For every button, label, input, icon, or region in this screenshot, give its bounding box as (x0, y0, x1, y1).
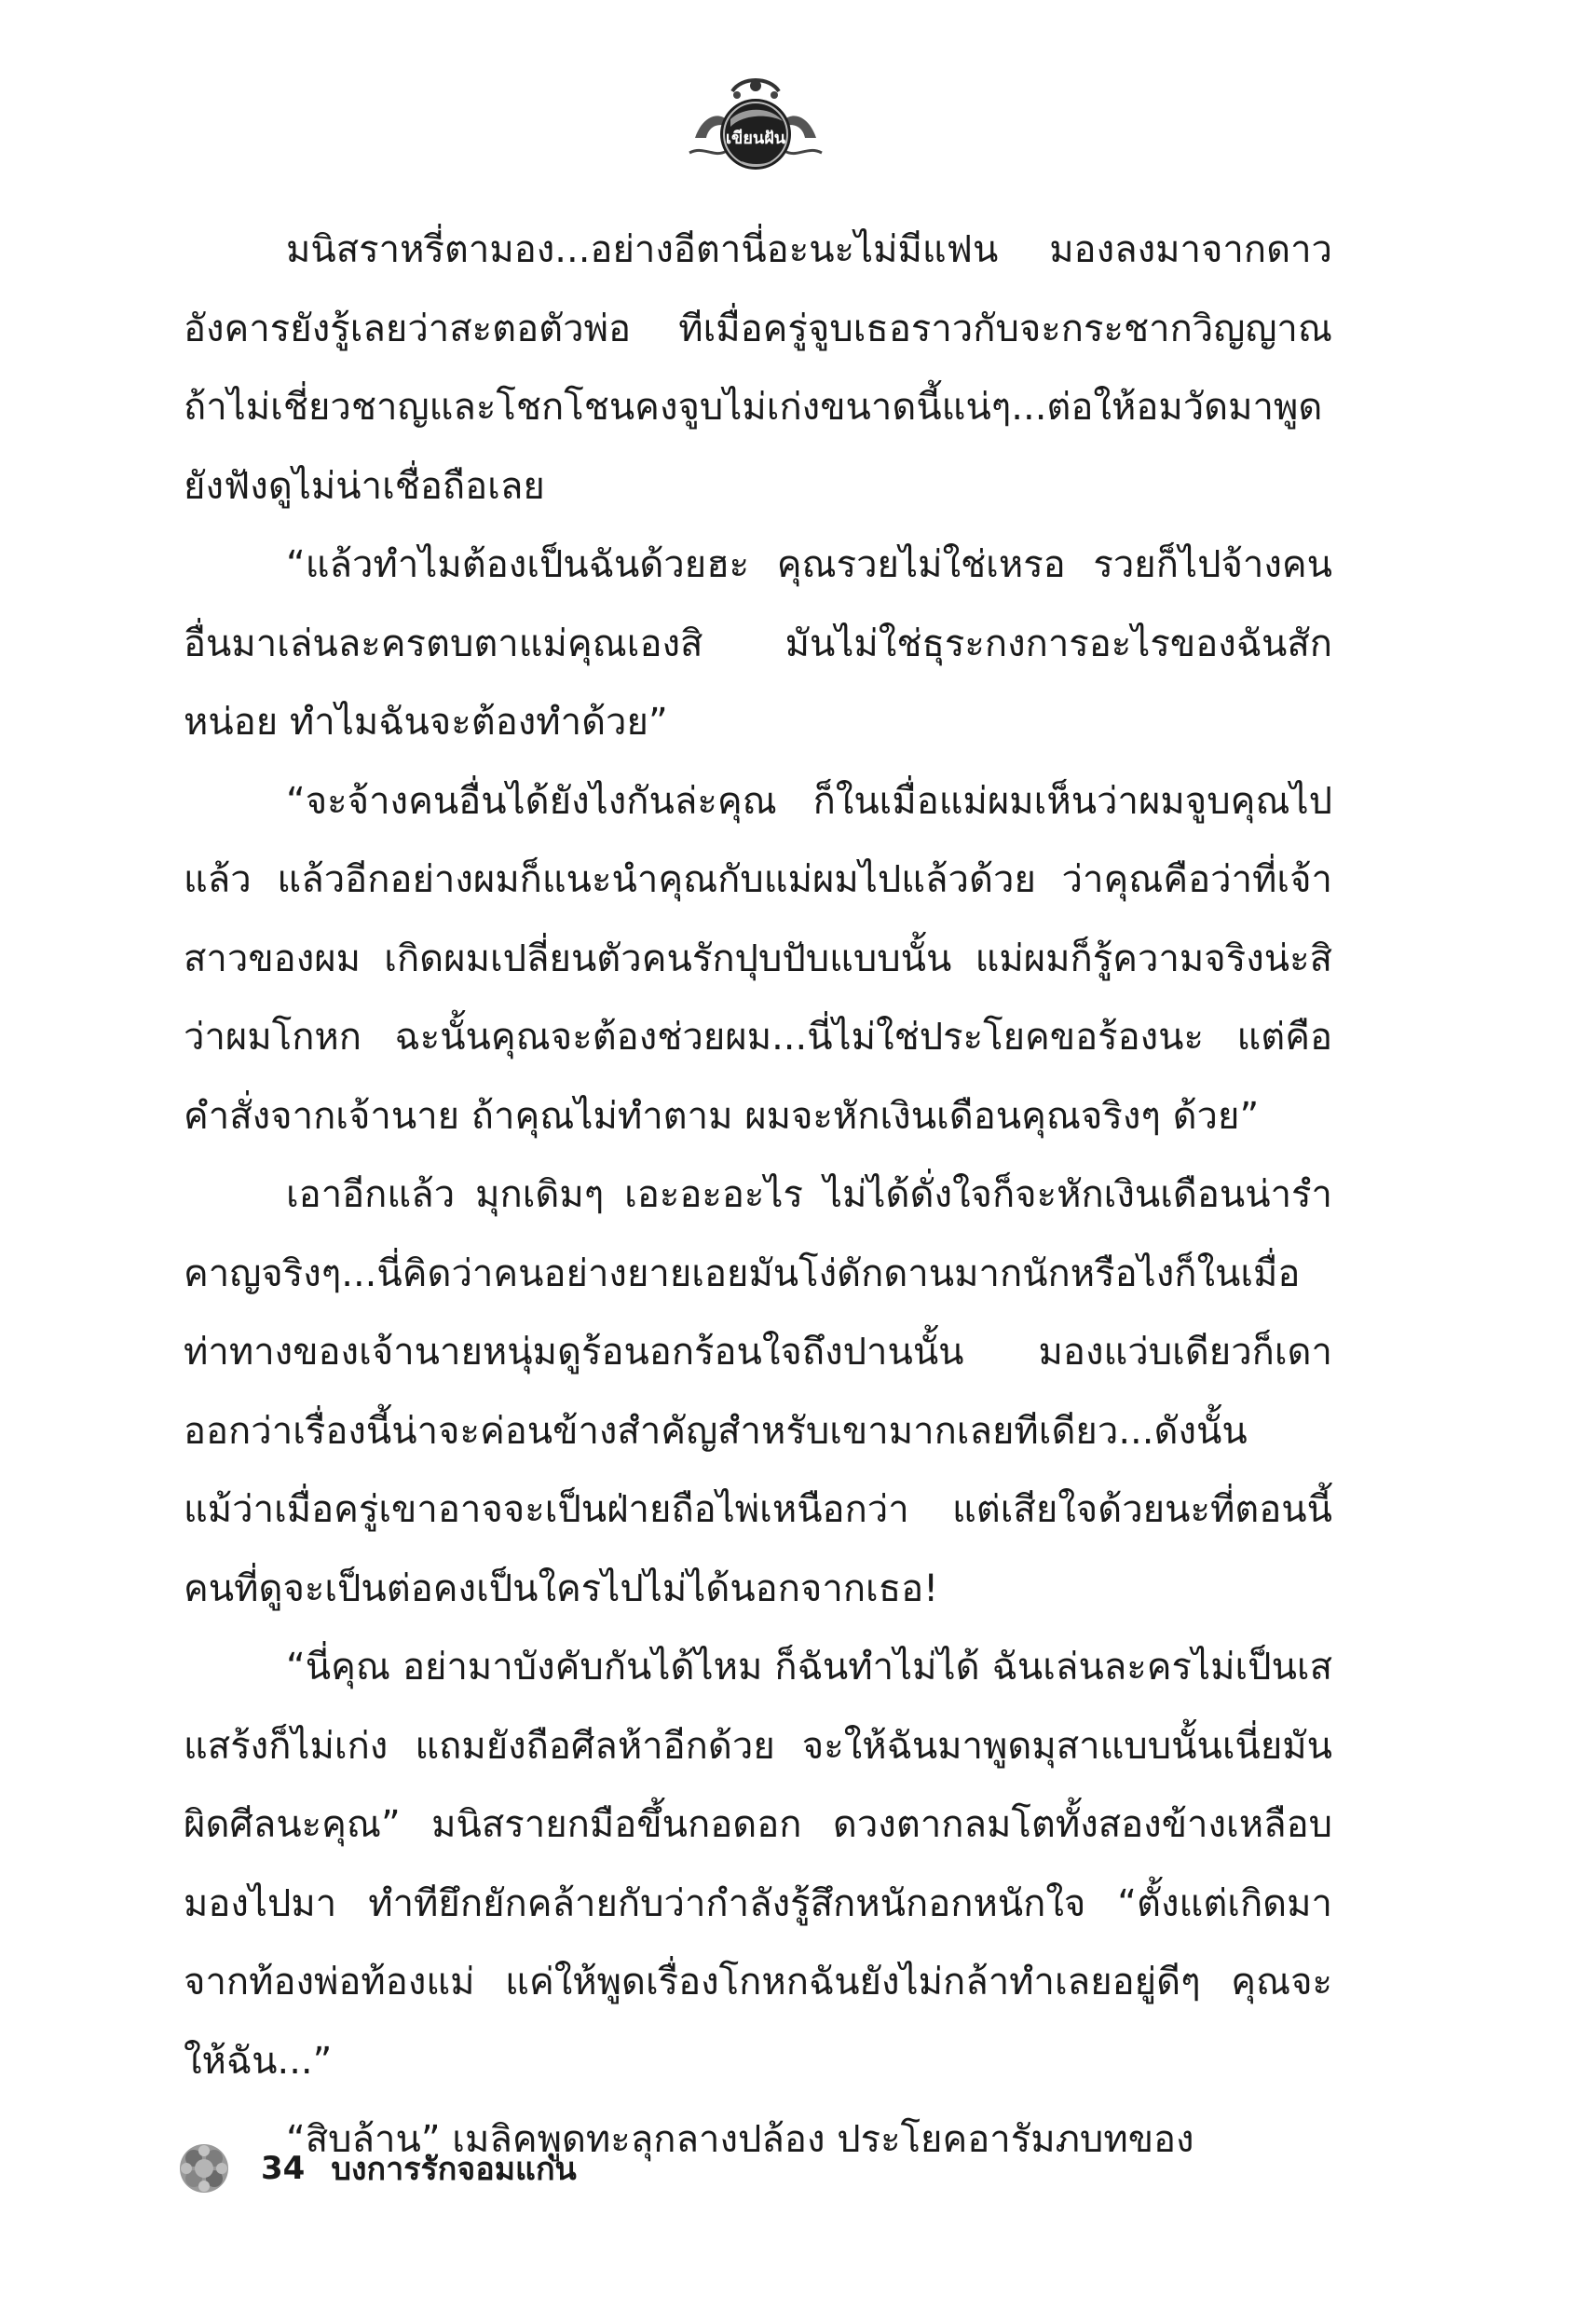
page-footer (175, 2136, 577, 2201)
paragraph: เอาอีกแล้ว มุกเดิมๆ เอะอะอะไร ไม่ได้ดั่งใจก็จะหักเงินเดือนน่ารำคาญจริงๆ...นี่คิดว่าคนอย่างยายเอยมันโง่ดักดานมากนักหรือไงก็ในเมื่อท่าทางของเจ้านายหนุ่มดูร้อนอกร้อนใจถึงปานนั้น มองแว่บเดียวก็เดาออกว่าเรื่องนี้น่าจะค่อนข้างสำคัญสำหรับเขามากเลยทีเดียว...ดังนั้น แม้ว่าเมื่อครู่เขาอาจจะเป็นฝ่ายถือไพ่เหนือกว่า แต่เสียใจด้วยนะที่ตอนนี้คนที่ดูจะเป็นต่อคงเป็นใครไปไม่ได้นอกจากเธอ! (184, 1173, 1332, 1610)
publisher-logo-emblem-icon (686, 73, 825, 177)
paragraph: “แล้วทำไมต้องเป็นฉันด้วยฮะ คุณรวยไม่ใช่เหรอ รวยก็ไปจ้างคนอื่นมาเล่นละครตบตาแม่คุณเองสิ มันไม่ใช่ธุระกงการอะไรของฉันสักหน่อย ทำไมฉันจะต้องทำด้วย” (184, 543, 1332, 744)
paragraph: มนิสราหรี่ตามอง...อย่างอีตานี่อะนะไม่มีแฟน มองลงมาจากดาวอังคารยังรู้เลยว่าสะตอตัวพ่อ ทีเมื่อครู่จูบเธอราวกับจะกระชากวิญญาณ ถ้าไม่เชี่ยวชาญและโชกโชนคงจูบไม่เก่งขนาดนี้แน่ๆ...ต่อให้อมวัดมาพูดยังฟังดูไม่น่าเชื่อถือเลย (184, 228, 1332, 508)
publisher-logo (686, 73, 825, 177)
page-number: 34 (261, 2150, 306, 2187)
flower-ornament-icon (175, 2140, 233, 2197)
body-text (184, 211, 1332, 2180)
paragraph: “สิบล้าน” เมลิคพูดทะลุกลางปล้อง ประโยคอารัมภบทของ (286, 2118, 1194, 2161)
paragraph: “จะจ้างคนอื่นได้ยังไงกันล่ะคุณ ก็ในเมื่อแม่ผมเห็นว่าผมจูบคุณไปแล้ว แล้วอีกอย่างผมก็แนะนำคุณกับแม่ผมไปแล้วด้วย ว่าคุณคือว่าที่เจ้าสาวของผม เกิดผมเปลี่ยนตัวคนรักปุบปับแบบนั้น แม่ผมก็รู้ความจริงน่ะสิว่าผมโกหก ฉะนั้นคุณจะต้องช่วยผม...นี่ไม่ใช่ประโยคขอร้องนะ แต่คือคำสั่งจากเจ้านาย ถ้าคุณไม่ทำตาม ผมจะหักเงินเดือนคุณจริงๆ ด้วย” (184, 779, 1332, 1138)
paragraph: “นี่คุณ อย่ามาบังคับกันได้ไหม ก็ฉันทำไม่ได้ ฉันเล่นละครไม่เป็นเสแสร้งก็ไม่เก่ง แถมยังถือศีลห้าอีกด้วย จะให้ฉันมาพูดมุสาแบบนั้นเนี่ยมันผิดศีลนะคุณ” มนิสรายกมือขึ้นกอดอก ดวงตากลมโตทั้งสองข้างเหลือบมองไปมา ทำทียึกยักคล้ายกับว่ากำลังรู้สึกหนักอกหนักใจ “ตั้งแต่เกิดมาจากท้องพ่อท้องแม่ แค่ให้พูดเรื่องโกหกฉันยังไม่กล้าทำเลยอยู่ดีๆ คุณจะให้ฉัน...” (184, 1646, 1332, 2083)
book-title: บงการรักจอมแก่น (331, 2151, 577, 2188)
logo-text: เขียนฝัน (725, 129, 786, 148)
